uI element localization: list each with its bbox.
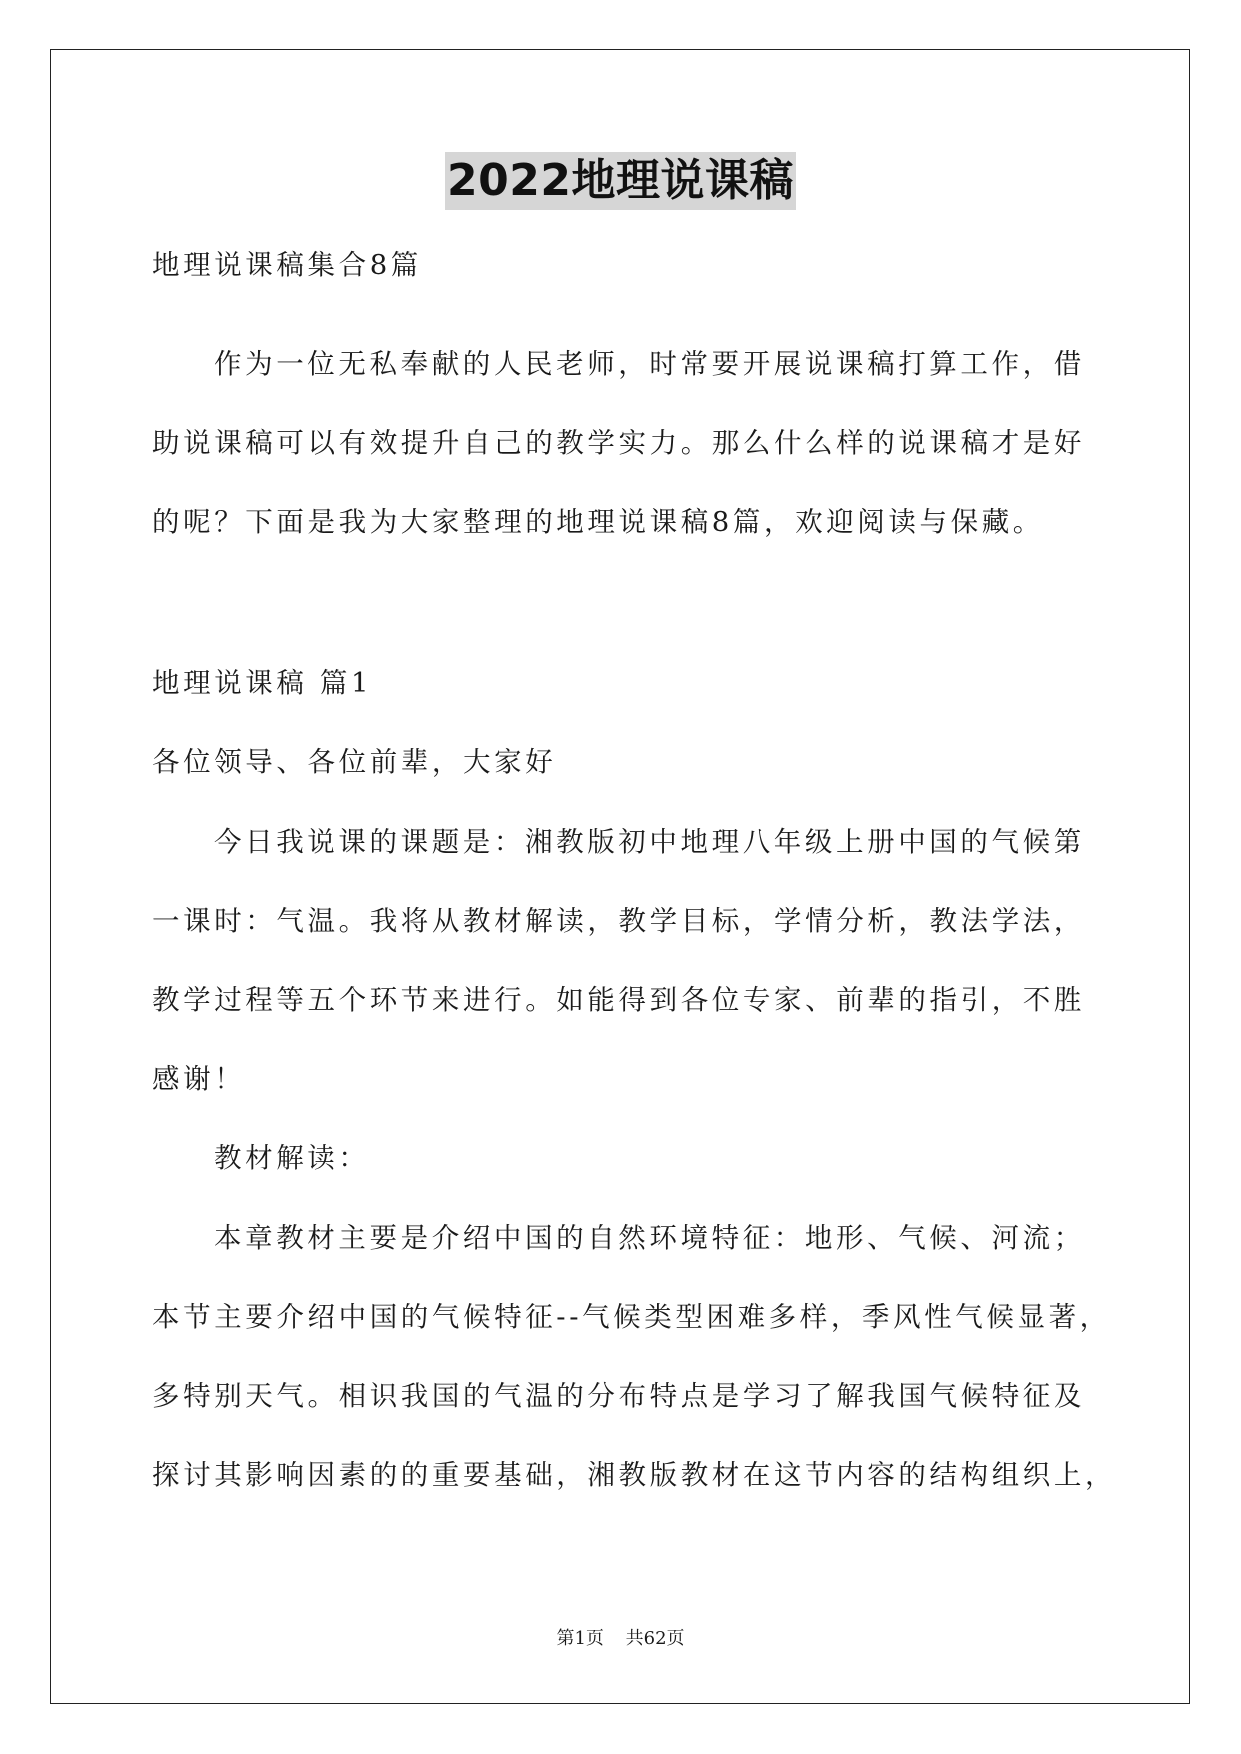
greeting-line: 各位领导、各位前辈，大家好 bbox=[152, 746, 557, 778]
document-title: 2022地理说课稿 bbox=[445, 152, 796, 210]
page-footer bbox=[0, 1627, 1241, 1651]
page-number: 第1页 bbox=[556, 1628, 604, 1649]
paragraph-line: 感谢！ bbox=[152, 1063, 246, 1095]
paragraph-line: 教学过程等五个环节来进行。如能得到各位专家、前辈的指引，不胜 bbox=[152, 984, 1085, 1016]
page-total: 共62页 bbox=[625, 1628, 685, 1649]
subtitle-line: 地理说课稿集合8篇 bbox=[152, 249, 422, 281]
subheading-line: 教材解读： bbox=[214, 1142, 370, 1174]
paragraph-line: 探讨其影响因素的的重要基础，湘教版教材在这节内容的结构组织上， bbox=[152, 1459, 1117, 1491]
section-heading: 地理说课稿 篇1 bbox=[152, 667, 373, 699]
paragraph-line: 作为一位无私奉献的人民老师，时常要开展说课稿打算工作，借 bbox=[214, 348, 1085, 380]
paragraph-line: 今日我说课的课题是：湘教版初中地理八年级上册中国的气候第 bbox=[214, 826, 1085, 858]
paragraph-line: 本节主要介绍中国的气候特征--气候类型困难多样，季风性气候显著， bbox=[152, 1301, 1111, 1333]
paragraph-line: 助说课稿可以有效提升自己的教学实力。那么什么样的说课稿才是好 bbox=[152, 427, 1085, 459]
paragraph-line: 本章教材主要是介绍中国的自然环境特征：地形、气候、河流； bbox=[214, 1222, 1085, 1254]
paragraph-line: 一课时：气温。我将从教材解读，教学目标，学情分析，教法学法， bbox=[152, 905, 1085, 937]
paragraph-line: 多特别天气。相识我国的气温的分布特点是学习了解我国气候特征及 bbox=[152, 1380, 1085, 1412]
title-container bbox=[0, 152, 1241, 210]
paragraph-line: 的呢？下面是我为大家整理的地理说课稿8篇，欢迎阅读与保藏。 bbox=[152, 506, 1044, 538]
